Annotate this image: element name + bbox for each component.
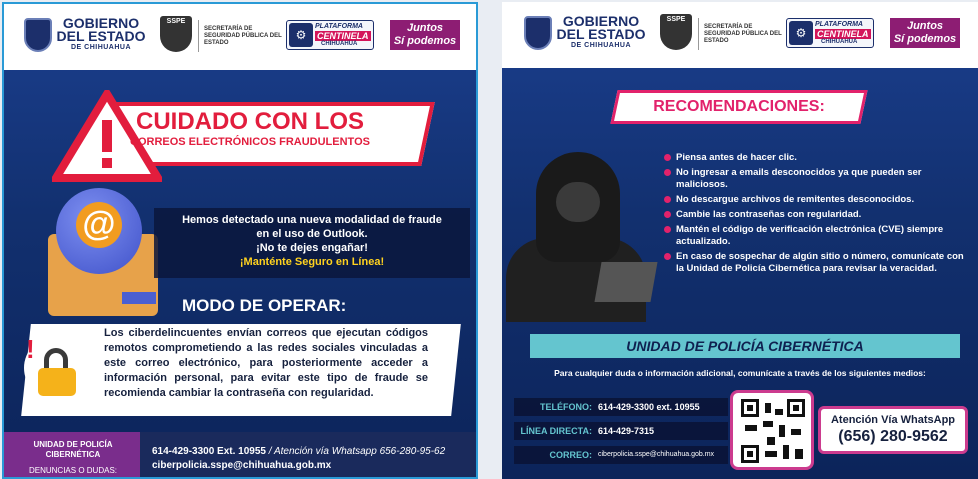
hooded-hacker-illustration [506, 152, 656, 322]
state-shield-icon [24, 18, 52, 52]
whatsapp-number: (656) 280-9562 [838, 428, 948, 445]
detect-line4: ¡Manténte Seguro en Línea! [239, 256, 385, 268]
si-podemos-label: Sí podemos [393, 35, 457, 47]
list-item [664, 224, 964, 248]
footer-whatsapp: / Atención vía Whatsapp 656-280-95-62 [265, 446, 446, 457]
body-text: Los ciberdelincuentes envían correos que ejecutan códigos remotos comprometiendo a las redes sociales vinculadas a este correo electrónico, para posteriormente acceder a información personal, para evitar este tipo de fraude se recomienda cambiar la contraseña con regularidad. [104, 327, 428, 399]
plataforma-label-2: PLATAFORMA [815, 21, 863, 28]
plataforma-label: PLATAFORMA [315, 23, 363, 30]
unidad-title: UNIDAD DE POLICÍA CIBERNÉTICA [626, 338, 864, 354]
list-item [664, 209, 964, 221]
juntos-logo [390, 20, 460, 50]
footer-bar [4, 432, 476, 479]
footer-phone-number: 614-429-3300 Ext. 10955 [152, 446, 266, 457]
main-subtitle: CORREOS ELECTRÓNICOS FRAUDULENTOS [130, 136, 370, 148]
juntos-label-2: Juntos [906, 20, 944, 32]
email-row [514, 446, 728, 464]
rec-text: Cambie las contraseñas con regularidad. [676, 209, 862, 220]
detect-line3: ¡No te dejes engañar! [256, 242, 368, 254]
detect-line2: en el uso de Outlook. [256, 228, 368, 240]
footer-unit: UNIDAD DE POLICÍA CIBERNÉTICA [33, 440, 113, 459]
footer-phone [152, 446, 445, 457]
network-icon: ⚙ [289, 23, 313, 47]
secretaria-text-2: SECRETARÍA DE SEGURIDAD PÚBLICA DEL ESTADO [704, 24, 782, 44]
rec-text: No descargue archivos de remitentes desconocidos. [676, 194, 915, 205]
phone-row [514, 398, 728, 416]
rec-text: Piensa antes de hacer clic. [676, 152, 797, 163]
modo-heading: MODO DE OPERAR: [182, 296, 347, 315]
recommendations-title: RECOMENDACIONES: [653, 98, 825, 115]
chihuahua-label: CHIHUAHUA [321, 41, 358, 47]
direct-line-label: LÍNEA DIRECTA: [520, 426, 592, 436]
chihuahua-label-2: CHIHUAHUA [821, 39, 858, 45]
state-shield-icon-2 [524, 16, 552, 50]
list-item [664, 167, 964, 191]
left-flyer [2, 2, 478, 479]
main-title: CUIDADO CON LOS [136, 108, 364, 135]
phone-value: 614-429-3300 ext. 10955 [598, 402, 700, 412]
sspe-badge [160, 16, 192, 52]
rec-text: No ingresar a emails desconocidos ya que pueden ser maliciosos. [676, 167, 922, 190]
divider-2 [698, 18, 699, 50]
gobierno-logo [56, 17, 146, 52]
email-value: ciberpolicia.sspe@chihuahua.gob.mx [598, 451, 715, 458]
sspe-badge-2 [660, 14, 692, 50]
secretaria-text: SECRETARÍA DE SEGURIDAD PÚBLICA DEL ESTADO [204, 26, 282, 46]
sspe-label: SSPE [166, 18, 186, 25]
direct-line-value: 614-429-7315 [598, 426, 655, 436]
whatsapp-label: Atención Vía WhatsApp [830, 414, 956, 426]
list-item [664, 152, 964, 164]
centinela-logo-2 [786, 18, 874, 48]
contact-intro: Para cualquier duda o información adicional, comunícate a través de los siguientes medios: [554, 368, 926, 378]
juntos-logo-2 [890, 18, 960, 48]
header-bar-2 [502, 2, 978, 68]
gobierno-line3-2: DE CHIHUAHUA [570, 42, 632, 49]
gobierno-line2-2: DEL ESTADO [556, 26, 646, 42]
gobierno-line2: DEL ESTADO [56, 28, 146, 44]
centinela-label-2: CENTINELA [817, 29, 869, 39]
gobierno-line3: DE CHIHUAHUA [70, 44, 132, 51]
gobierno-line1-2: GOBIERNO [562, 13, 640, 29]
email-label: CORREO: [549, 450, 592, 460]
laptop-icon [594, 262, 657, 302]
header-bar [4, 4, 476, 70]
gobierno-logo-2 [556, 15, 646, 50]
network-icon-2: ⚙ [789, 21, 813, 45]
phone-label: TELÉFONO: [540, 402, 592, 412]
footer-email: ciberpolicia.sspe@chihuahua.gob.mx [152, 460, 332, 471]
detect-line1: Hemos detectado una nueva modalidad de fraude [182, 214, 442, 226]
juntos-label: Juntos [406, 22, 444, 34]
gobierno-line1: GOBIERNO [62, 15, 140, 31]
alert-icon: ! [26, 334, 35, 364]
rec-text: En caso de sospechar de algún sitio o número, comunícate con la Unidad de Policía Cibernética para revisar la veracidad. [676, 251, 964, 274]
open-lock-icon [38, 368, 76, 396]
qr-code [730, 390, 814, 470]
list-item [664, 251, 964, 275]
unidad-banner [530, 334, 960, 358]
qr-code-icon [741, 399, 805, 463]
at-sign-icon: @ [76, 202, 122, 248]
footer-denuncias: DENUNCIAS O DUDAS: [28, 466, 117, 475]
divider [198, 20, 199, 52]
list-item [664, 194, 964, 206]
centinela-label: CENTINELA [317, 31, 369, 41]
si-podemos-label-2: Sí podemos [893, 33, 957, 45]
centinela-logo [286, 20, 374, 50]
sspe-label-2: SSPE [666, 16, 686, 23]
right-flyer [502, 2, 978, 479]
rec-text: Mantén el código de verificación electrónica (CVE) siempre actualizado. [676, 224, 944, 247]
recommendations-list [664, 152, 964, 278]
direct-line-row [514, 422, 728, 440]
envelope-slot [122, 292, 156, 304]
detection-notice [154, 208, 470, 278]
hacker-face [556, 182, 600, 222]
